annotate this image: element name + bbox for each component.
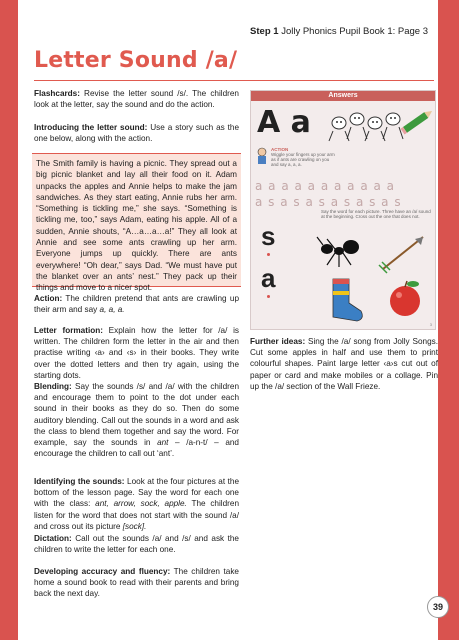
answers-title: Answers bbox=[251, 91, 435, 101]
further-text: Sing the /a/ song from Jolly Songs. Cut some apples in half and use them to print colourful shapes. Paint large letter ‹a›s cut out of paper or card and make mobiles or a collage. Pin up the /a/ section of the Wall Frieze. bbox=[250, 337, 438, 391]
dictation-text: Call out the sounds /a/ and /s/ and ask the children to write the letter for each one. bbox=[34, 534, 239, 555]
action-text: The children pretend that ants are crawling up their arm and say bbox=[34, 294, 239, 315]
identifying-label: Identifying the sounds: bbox=[34, 477, 125, 486]
further-label: Further ideas: bbox=[250, 337, 306, 346]
identifying-paragraph bbox=[34, 476, 239, 532]
introducing-paragraph bbox=[34, 122, 239, 144]
identifying-text-1: Look at the four pictures at the bottom of the lesson page. Say the word for each one with the class: bbox=[34, 477, 240, 509]
developing-text: The children take home a sound book to read with their parents and bring back the next day. bbox=[34, 567, 239, 599]
further-ideas-paragraph bbox=[250, 336, 438, 392]
developing-label: Developing accuracy and fluency: bbox=[34, 567, 171, 576]
identifying-text-2: The children listen for the word that does not start with the sound /a/ and cross out its picture bbox=[34, 499, 240, 531]
book-label: Jolly Phonics Pupil Book 1: Page 3 bbox=[281, 26, 428, 37]
arrow-picture bbox=[379, 237, 423, 273]
letter-a: a bbox=[261, 263, 276, 293]
action-label: Action: bbox=[34, 294, 63, 303]
formation-paragraph bbox=[34, 325, 239, 381]
blending-italic: ant bbox=[157, 438, 169, 448]
formation-label: Letter formation: bbox=[34, 326, 103, 335]
start-dot bbox=[267, 295, 270, 298]
dictation-paragraph bbox=[34, 533, 239, 555]
title-divider bbox=[34, 80, 434, 81]
page-title: Letter Sound /a/ bbox=[34, 48, 238, 73]
flashcards-label: Flashcards: bbox=[34, 89, 80, 98]
picture-instruction: Say the word for each picture. Three have an /a/ sound at the beginning. Cross out the one that does not. bbox=[321, 209, 431, 220]
page-number: 39 bbox=[427, 596, 449, 618]
identifying-italic-1: ant, arrow, sock, apple. bbox=[95, 499, 187, 509]
blending-text-1: Say the sounds /s/ and /a/ with the children and encourage them to point to the dot under each sound in their books as they do so. Then do some auditory blending. Call out the sounds in a word and ask the class to blend them together and say the word. For example, say the sounds in bbox=[34, 382, 239, 448]
sock-picture bbox=[333, 279, 362, 321]
blending-text-2: – /a-n-t/ – and encourage the children to call out ‘ant’. bbox=[34, 438, 239, 459]
dictation-label: Dictation: bbox=[34, 534, 72, 543]
ants-illustration bbox=[321, 105, 433, 149]
action-note-label: ACTION bbox=[271, 147, 289, 152]
blending-label: Blending: bbox=[34, 382, 72, 391]
introducing-text: Use a story such as the one below, along with the action. bbox=[34, 123, 240, 144]
letter-s: s bbox=[261, 221, 276, 251]
action-note bbox=[255, 147, 335, 169]
child-icon bbox=[255, 147, 269, 165]
apple-picture bbox=[390, 281, 420, 316]
start-dot bbox=[267, 253, 270, 256]
answers-page-number: 3 bbox=[429, 322, 432, 327]
page bbox=[18, 0, 438, 640]
big-letters: A a bbox=[257, 105, 311, 140]
flashcards-paragraph bbox=[34, 88, 239, 110]
pencil-icon bbox=[401, 108, 433, 134]
flashcards-text: Revise the letter sound /s/. The children look at the letter, say the sound and do the action. bbox=[34, 89, 239, 110]
answers-panel bbox=[250, 90, 436, 330]
introducing-label: Introducing the letter sound: bbox=[34, 123, 148, 132]
trace-row-a: a a a a a a a a a a a bbox=[255, 179, 396, 193]
action-paragraph bbox=[34, 293, 239, 315]
action-note-text: Wiggle your fingers up your arm as if ants are crawling on you and say a, a, a. bbox=[271, 152, 335, 167]
step-header bbox=[250, 26, 428, 37]
identifying-italic-2: [sock]. bbox=[122, 521, 147, 531]
trace-row-as: a s a s a s a s a s a s bbox=[255, 195, 402, 209]
pictures-grid bbox=[313, 223, 431, 325]
ant-picture bbox=[317, 237, 359, 267]
step-label: Step 1 bbox=[250, 26, 279, 37]
blending-paragraph bbox=[34, 381, 239, 459]
formation-text: Explain how the letter for /a/ is written. The children form the letter in the air and then practise writing ‹a› and ‹s› in their books. They write over the dotted letters and then try again, using the starting dots. bbox=[34, 326, 240, 380]
action-italic: a, a, a. bbox=[99, 305, 125, 315]
developing-paragraph bbox=[34, 566, 239, 600]
story-box: The Smith family is having a picnic. They spread out a big picnic blanket and lay all their food on it. Adam unpacks the apples and Annie helps to make the jam sandwiches. As they start eating, Annie rubs her arm. “Something is tickling me,” she says. “Something is tickling me, too,” says Adam, eating his apple. All of a sudden, Annie shouts, “A…a…a…a!” They all look at Annie and see some ants crawling up her arm. Everyone jumps up quickly. There are ants everywhere! “Oh dear,” says Dad. “We must have put the blanket over an ants’ nest.” They pack up their things and move to a nicer spot. bbox=[32, 153, 241, 287]
